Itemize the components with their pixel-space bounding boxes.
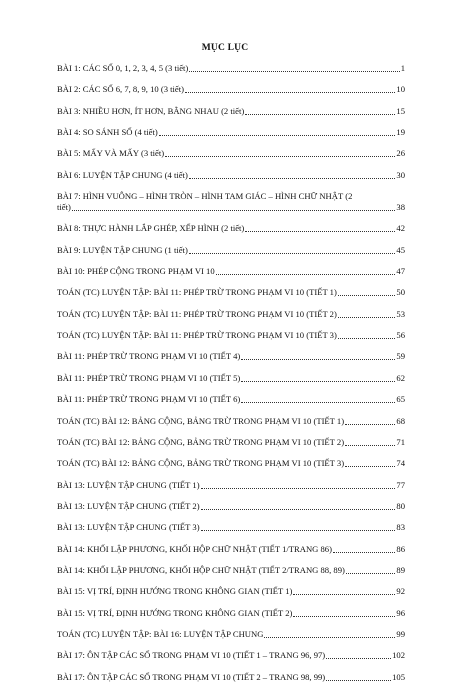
toc-page-number: 83 (396, 522, 405, 533)
dot-leader (72, 209, 396, 211)
toc-entry-label: BÀI 11: PHÉP TRỪ TRONG PHẠM VI 10 (TIẾT 6) (57, 394, 241, 405)
toc-page-number: 59 (396, 351, 405, 362)
toc-page-number: 74 (396, 458, 405, 469)
toc-entry[interactable] (57, 672, 405, 683)
toc-page-number: 62 (396, 372, 405, 383)
toc-entry[interactable] (57, 191, 405, 213)
toc-entry-label: BÀI 6: LUYỆN TẬP CHUNG (4 tiết) (57, 169, 188, 180)
toc-entry[interactable] (57, 245, 405, 256)
toc-page-number: 71 (396, 436, 405, 447)
dot-leader (201, 529, 396, 531)
toc-page-number: 86 (396, 543, 405, 554)
dot-leader (345, 465, 395, 467)
toc-page-number: 80 (396, 500, 405, 511)
toc-entry[interactable] (57, 586, 405, 597)
dot-leader (216, 273, 396, 275)
toc-page-number: 53 (396, 308, 405, 319)
toc-entry-label: BÀI 3: NHIỀU HƠN, ÍT HƠN, BẰNG NHAU (2 tiết) (57, 105, 245, 116)
toc-entry-label: BÀI 17: ÔN TẬP CÁC SỐ TRONG PHẠM VI 10 (TIẾT 2 – TRANG 98, 99) (57, 671, 326, 682)
toc-page-number: 26 (396, 148, 405, 159)
toc-entry[interactable] (57, 501, 405, 512)
dot-leader (338, 337, 396, 339)
toc-entry[interactable] (57, 106, 405, 117)
toc-entry[interactable] (57, 170, 405, 181)
dot-leader (338, 316, 396, 318)
dot-leader (345, 423, 395, 425)
toc-entry[interactable] (57, 458, 405, 469)
toc-page-number: 65 (396, 394, 405, 405)
toc-entry[interactable] (57, 287, 405, 298)
toc-entry[interactable] (57, 127, 405, 138)
dot-leader (338, 294, 396, 296)
toc-entry-label: BÀI 1: CÁC SỐ 0, 1, 2, 3, 4, 5 (3 tiết) (57, 63, 189, 73)
table-of-contents (57, 63, 405, 693)
toc-page-number: 102 (392, 650, 405, 661)
toc-entry[interactable] (57, 394, 405, 405)
toc-entry[interactable] (57, 63, 405, 74)
toc-entry-label: BÀI 7: HÌNH VUÔNG – HÌNH TRÒN – HÌNH TAM GIÁC – HÌNH CHỮ NHẬT (2 (57, 191, 353, 202)
dot-leader (245, 230, 395, 232)
dot-leader (293, 593, 395, 595)
toc-page-number: 56 (396, 330, 405, 341)
toc-entry-label: BÀI 10: PHÉP CỘNG TRONG PHẠM VI 10 (57, 266, 215, 277)
toc-entry-label: BÀI 14: KHỐI LẬP PHƯƠNG, KHỐI HỘP CHỮ NHẬT (TIẾT 2/TRANG 88, 89) (57, 564, 345, 575)
toc-entry-label: TOÁN (TC) LUYỆN TẬP: BÀI 11: PHÉP TRỪ TRONG PHẠM VI 10 (TIẾT 3) (57, 330, 337, 341)
dot-leader (201, 508, 396, 510)
toc-entry-label: BÀI 17: ÔN TẬP CÁC SỐ TRONG PHẠM VI 10 (TIẾT 1 – TRANG 96, 97) (57, 650, 326, 661)
toc-entry-label: TOÁN (TC) BÀI 12: BẢNG CỘNG, BẢNG TRỪ TRONG PHẠM VI 10 (TIẾT 1) (57, 415, 345, 426)
dot-leader (189, 252, 396, 254)
toc-page-number: 38 (396, 202, 405, 213)
dot-leader (189, 70, 399, 72)
toc-page-number: 47 (396, 266, 405, 277)
toc-entry[interactable] (57, 223, 405, 234)
toc-entry[interactable] (57, 266, 405, 277)
toc-entry[interactable] (57, 330, 405, 341)
toc-entry-label: TOÁN (TC) LUYỆN TẬP: BÀI 11: PHÉP TRỪ TRONG PHẠM VI 10 (TIẾT 2) (57, 308, 337, 319)
toc-entry-label: TOÁN (TC) LUYỆN TẬP: BÀI 11: PHÉP TRỪ TRONG PHẠM VI 10 (TIẾT 1) (57, 287, 337, 298)
toc-page-number: 45 (396, 244, 405, 255)
toc-entry[interactable] (57, 480, 405, 491)
dot-leader (165, 155, 395, 157)
toc-page-number: 1 (400, 63, 405, 73)
dot-leader (189, 177, 396, 179)
dot-leader (245, 113, 395, 115)
dot-leader (241, 358, 395, 360)
toc-entry[interactable] (57, 650, 405, 661)
toc-page-number: 77 (396, 479, 405, 490)
toc-entry[interactable] (57, 544, 405, 555)
dot-leader (159, 134, 396, 136)
toc-entry[interactable] (57, 608, 405, 619)
toc-title: MỤC LỤC (201, 43, 249, 53)
dot-leader (293, 615, 395, 617)
toc-entry-label: TOÁN (TC) BÀI 12: BẢNG CỘNG, BẢNG TRỪ TRONG PHẠM VI 10 (TIẾT 3) (57, 458, 345, 469)
dot-leader (326, 679, 391, 681)
toc-page-number: 15 (396, 105, 405, 116)
toc-entry-label: BÀI 2: CÁC SỐ 6, 7, 8, 9, 10 (3 tiết) (57, 84, 184, 95)
toc-page-number: 30 (396, 169, 405, 180)
toc-entry[interactable] (57, 416, 405, 427)
toc-entry-label: BÀI 14: KHỐI LẬP PHƯƠNG, KHỐI HỘP CHỮ NHẬT (TIẾT 1/TRANG 86) (57, 543, 332, 554)
toc-entry-label-continued: tiết) (57, 202, 71, 213)
dot-leader (345, 444, 395, 446)
toc-page-number: 19 (396, 127, 405, 138)
toc-entry-label: BÀI 13: LUYỆN TẬP CHUNG (TIẾT 1) (57, 479, 200, 490)
toc-entry-label: BÀI 11: PHÉP TRỪ TRONG PHẠM VI 10 (TIẾT 5) (57, 372, 241, 383)
toc-entry[interactable] (57, 565, 405, 576)
toc-page-number: 10 (396, 84, 405, 95)
toc-entry[interactable] (57, 351, 405, 362)
dot-leader (201, 487, 396, 489)
toc-entry-label: BÀI 9: LUYỆN TẬP CHUNG (1 tiết) (57, 244, 188, 255)
toc-entry-label: BÀI 13: LUYỆN TẬP CHUNG (TIẾT 3) (57, 522, 200, 533)
toc-entry-label: TOÁN (TC) BÀI 12: BẢNG CỘNG, BẢNG TRỪ TRONG PHẠM VI 10 (TIẾT 2) (57, 436, 345, 447)
toc-page-number: 50 (396, 287, 405, 298)
toc-entry-label: BÀI 15: VỊ TRÍ, ĐỊNH HƯỚNG TRONG KHÔNG GIAN (TIẾT 2) (57, 607, 293, 618)
dot-leader (333, 551, 395, 553)
toc-entry-label: BÀI 5: MẤY VÀ MẤY (3 tiết) (57, 148, 165, 159)
toc-page-number: 92 (396, 586, 405, 597)
toc-entry-label: BÀI 15: VỊ TRÍ, ĐỊNH HƯỚNG TRONG KHÔNG GIAN (TIẾT 1) (57, 586, 293, 597)
toc-entry[interactable] (57, 629, 405, 640)
toc-page-number: 42 (396, 223, 405, 234)
dot-leader (241, 380, 395, 382)
toc-entry-label: BÀI 13: LUYỆN TẬP CHUNG (TIẾT 2) (57, 500, 200, 511)
toc-entry[interactable] (57, 148, 405, 159)
toc-entry-label: TOÁN (TC) LUYỆN TẬP: BÀI 16: LUYỆN TẬP CHUNG (57, 628, 264, 639)
toc-page-number: 68 (396, 415, 405, 426)
toc-entry[interactable] (57, 84, 405, 95)
toc-page-number: 105 (392, 671, 405, 682)
toc-page-number: 99 (396, 628, 405, 639)
toc-entry[interactable] (57, 437, 405, 448)
dot-leader (241, 401, 395, 403)
dot-leader (346, 572, 396, 574)
dot-leader (264, 636, 395, 638)
toc-entry[interactable] (57, 373, 405, 384)
dot-leader (185, 91, 395, 93)
dot-leader (326, 657, 391, 659)
toc-page-number: 89 (396, 564, 405, 575)
toc-page-number: 96 (396, 607, 405, 618)
toc-entry-label: BÀI 4: SO SÁNH SỐ (4 tiết) (57, 127, 158, 138)
toc-entry[interactable] (57, 309, 405, 320)
toc-entry[interactable] (57, 522, 405, 533)
toc-entry-label: BÀI 8: THỰC HÀNH LẮP GHÉP, XẾP HÌNH (2 tiết) (57, 223, 245, 234)
toc-entry-label: BÀI 11: PHÉP TRỪ TRONG PHẠM VI 10 (TIẾT 4) (57, 351, 241, 362)
